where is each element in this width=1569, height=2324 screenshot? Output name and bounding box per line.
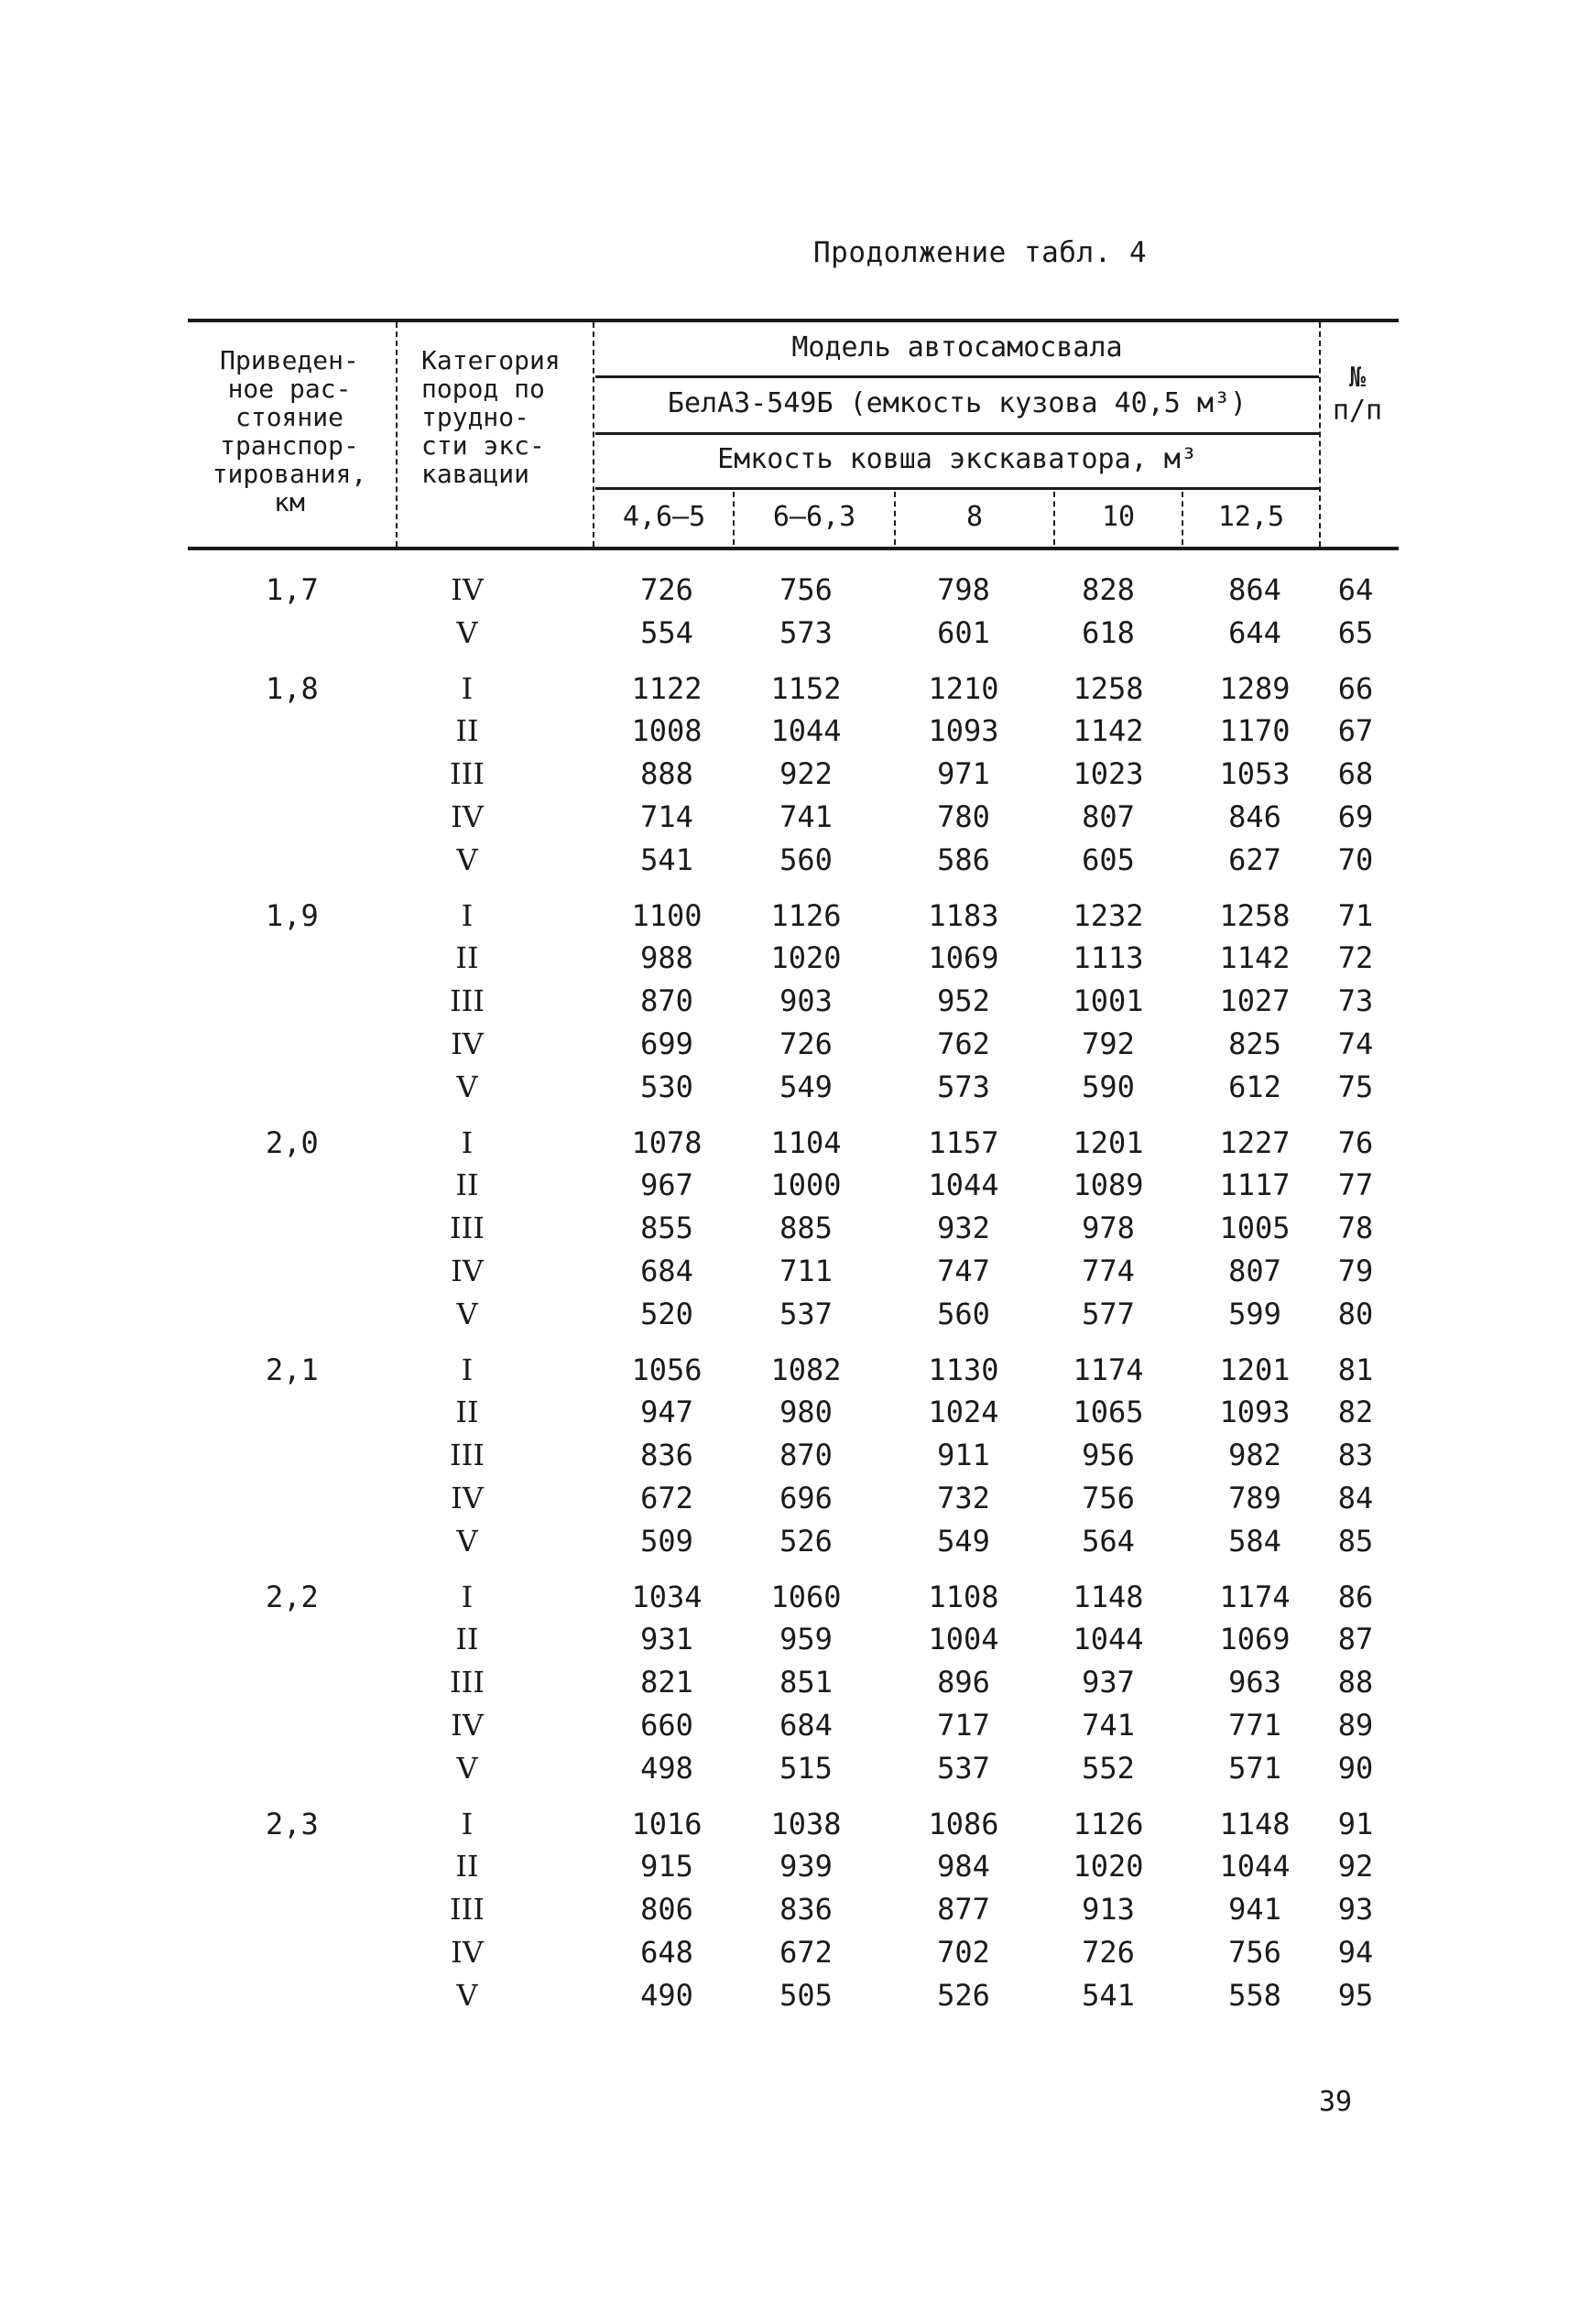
category-cell: V [456, 1069, 478, 1104]
value-cell: 922 [779, 756, 833, 792]
value-cell: 696 [779, 1481, 833, 1515]
header-divider-1 [396, 322, 398, 547]
value-cell: 714 [640, 799, 693, 834]
value-cell: 982 [1228, 1438, 1281, 1473]
category-cell: III [450, 756, 485, 792]
page-number: 39 [1319, 2086, 1353, 2118]
row-number-cell: 82 [1337, 1395, 1374, 1430]
value-cell: 1027 [1219, 983, 1291, 1019]
value-cell: 726 [1082, 1935, 1135, 1970]
row-number-cell: 78 [1337, 1211, 1374, 1246]
row-number-cell: 80 [1337, 1296, 1374, 1331]
value-cell: 851 [779, 1665, 833, 1700]
value-cell: 702 [937, 1935, 990, 1970]
value-cell: 672 [640, 1481, 693, 1515]
category-cell: I [461, 1352, 474, 1387]
category-cell: II [455, 1849, 479, 1884]
row-number-cell: 94 [1337, 1935, 1374, 1970]
value-cell: 1142 [1073, 713, 1144, 749]
distance-cell: 2,0 [266, 1124, 319, 1160]
table-row [0, 572, 1569, 614]
category-cell: I [461, 1806, 474, 1841]
value-cell: 660 [640, 1708, 693, 1743]
table-row [0, 671, 1569, 713]
table-row [0, 1125, 1569, 1167]
value-cell: 564 [1082, 1523, 1135, 1558]
value-cell: 1020 [770, 940, 842, 976]
value-cell: 505 [779, 1977, 833, 2013]
value-cell: 963 [1228, 1665, 1281, 1700]
value-cell: 828 [1082, 572, 1135, 607]
value-cell: 1005 [1219, 1211, 1291, 1246]
value-cell: 573 [779, 614, 833, 650]
value-cell: 1034 [631, 1579, 703, 1614]
header-bucket-size-3: 8 [965, 501, 984, 533]
table-row [0, 1297, 1569, 1339]
distance-cell: 2,2 [266, 1579, 319, 1614]
value-cell: 541 [640, 842, 693, 877]
table-row [0, 1622, 1569, 1664]
value-cell: 864 [1228, 572, 1281, 607]
value-cell: 1117 [1219, 1167, 1291, 1203]
row-number-cell: 91 [1337, 1806, 1374, 1841]
value-cell: 1130 [928, 1352, 999, 1387]
category-cell: IV [451, 1935, 484, 1970]
category-cell: I [461, 897, 474, 933]
value-cell: 526 [779, 1523, 833, 1558]
value-cell: 877 [937, 1892, 990, 1928]
category-cell: III [450, 983, 485, 1019]
value-cell: 1289 [1219, 670, 1291, 706]
category-cell: IV [451, 799, 484, 834]
value-cell: 792 [1082, 1026, 1135, 1061]
value-cell: 870 [640, 983, 693, 1019]
value-cell: 1053 [1219, 756, 1291, 792]
value-cell: 509 [640, 1523, 693, 1558]
value-cell: 618 [1082, 614, 1135, 650]
table-row [0, 1580, 1569, 1622]
value-cell: 515 [779, 1750, 833, 1786]
header-model-label: Модель автосамосвала [791, 331, 1123, 364]
header-bucket-label: Емкость ковша экскаватора, м³ [717, 443, 1197, 475]
row-number-cell: 66 [1337, 670, 1374, 706]
value-cell: 903 [779, 983, 833, 1019]
value-cell: 1065 [1073, 1395, 1144, 1430]
row-number-cell: 70 [1337, 842, 1374, 877]
value-cell: 932 [937, 1211, 990, 1246]
value-cell: 1126 [1073, 1806, 1144, 1841]
value-cell: 526 [937, 1977, 990, 2013]
distance-cell: 1,7 [266, 572, 319, 607]
value-cell: 560 [937, 1296, 990, 1331]
value-cell: 756 [1082, 1481, 1135, 1515]
value-cell: 747 [937, 1254, 990, 1288]
value-cell: 1183 [928, 897, 999, 933]
header-category-label: Категория пород по трудно- сти экс- кавации [421, 345, 561, 489]
value-cell: 952 [937, 983, 990, 1019]
value-cell: 967 [640, 1167, 693, 1203]
value-cell: 971 [937, 756, 990, 792]
value-cell: 1232 [1073, 897, 1144, 933]
value-cell: 1210 [928, 670, 999, 706]
value-cell: 1258 [1073, 670, 1144, 706]
category-cell: IV [451, 1708, 484, 1743]
value-cell: 1093 [928, 713, 999, 749]
table-row [0, 1935, 1569, 1977]
value-cell: 549 [779, 1069, 833, 1104]
value-cell: 1201 [1219, 1352, 1291, 1387]
value-cell: 601 [937, 614, 990, 650]
row-number-cell: 69 [1337, 799, 1374, 834]
value-cell: 1082 [770, 1352, 842, 1387]
distance-cell: 2,1 [266, 1352, 319, 1387]
row-number-cell: 68 [1337, 756, 1374, 792]
table-row [0, 1481, 1569, 1523]
value-cell: 931 [640, 1622, 693, 1657]
category-cell: III [450, 1211, 485, 1246]
table-row [0, 898, 1569, 940]
value-cell: 855 [640, 1211, 693, 1246]
value-cell: 1044 [1219, 1849, 1291, 1884]
value-cell: 571 [1228, 1750, 1281, 1786]
table-row [0, 1807, 1569, 1849]
row-number-cell: 92 [1337, 1849, 1374, 1884]
value-cell: 1113 [1073, 940, 1144, 976]
row-number-cell: 75 [1337, 1069, 1374, 1104]
table-row [0, 1395, 1569, 1437]
value-cell: 1126 [770, 897, 842, 933]
row-number-cell: 72 [1337, 940, 1374, 976]
category-cell: V [456, 1296, 478, 1331]
header-bucket-size-5: 12,5 [1217, 501, 1285, 533]
category-cell: IV [451, 1254, 484, 1288]
table-top-rule [188, 319, 1399, 322]
table-row [0, 1524, 1569, 1566]
value-cell: 756 [779, 572, 833, 607]
table-row [0, 1978, 1569, 2020]
category-cell: II [455, 713, 479, 749]
value-cell: 537 [779, 1296, 833, 1331]
table-row [0, 713, 1569, 755]
header-number-label: № п/п [1332, 362, 1383, 427]
value-cell: 1016 [631, 1806, 703, 1841]
value-cell: 1024 [928, 1395, 999, 1430]
row-number-cell: 83 [1337, 1438, 1374, 1473]
value-cell: 1044 [1073, 1622, 1144, 1657]
category-cell: II [455, 1395, 479, 1430]
value-cell: 1122 [631, 670, 703, 706]
value-cell: 911 [937, 1438, 990, 1473]
value-cell: 1093 [1219, 1395, 1291, 1430]
category-cell: I [461, 1579, 474, 1614]
value-cell: 780 [937, 799, 990, 834]
category-cell: V [456, 1523, 478, 1558]
value-cell: 937 [1082, 1665, 1135, 1700]
value-cell: 711 [779, 1254, 833, 1288]
row-number-cell: 93 [1337, 1892, 1374, 1928]
value-cell: 807 [1228, 1254, 1281, 1288]
row-number-cell: 95 [1337, 1977, 1374, 2013]
value-cell: 599 [1228, 1296, 1281, 1331]
row-number-cell: 85 [1337, 1523, 1374, 1558]
category-cell: V [456, 1977, 478, 2013]
value-cell: 627 [1228, 842, 1281, 877]
row-number-cell: 64 [1337, 572, 1374, 607]
table-row [0, 799, 1569, 842]
value-cell: 1056 [631, 1352, 703, 1387]
distance-cell: 2,3 [266, 1806, 319, 1841]
row-number-cell: 73 [1337, 983, 1374, 1019]
value-cell: 554 [640, 614, 693, 650]
header-truck-label: БелАЗ-549Б (емкость кузова 40,5 м³) [667, 387, 1248, 419]
table-row [0, 1254, 1569, 1296]
value-cell: 988 [640, 940, 693, 976]
value-cell: 552 [1082, 1750, 1135, 1786]
value-cell: 577 [1082, 1296, 1135, 1331]
row-number-cell: 87 [1337, 1622, 1374, 1657]
value-cell: 1108 [928, 1579, 999, 1614]
value-cell: 913 [1082, 1892, 1135, 1928]
value-cell: 573 [937, 1069, 990, 1104]
value-cell: 741 [779, 799, 833, 834]
value-cell: 756 [1228, 1935, 1281, 1970]
distance-cell: 1,9 [266, 897, 319, 933]
value-cell: 978 [1082, 1211, 1135, 1246]
value-cell: 1038 [770, 1806, 842, 1841]
category-cell: III [450, 1438, 485, 1473]
row-number-cell: 74 [1337, 1026, 1374, 1061]
value-cell: 1227 [1219, 1124, 1291, 1160]
value-cell: 560 [779, 842, 833, 877]
category-cell: II [455, 1167, 479, 1203]
table-row [0, 1026, 1569, 1069]
value-cell: 584 [1228, 1523, 1281, 1558]
table-row [0, 1070, 1569, 1112]
table-row [0, 940, 1569, 983]
value-cell: 896 [937, 1665, 990, 1700]
header-bucket-size-4: 10 [1101, 501, 1136, 533]
value-cell: 1201 [1073, 1124, 1144, 1160]
table-row [0, 1708, 1569, 1750]
value-cell: 530 [640, 1069, 693, 1104]
category-cell: IV [451, 572, 484, 607]
value-cell: 846 [1228, 799, 1281, 834]
value-cell: 939 [779, 1849, 833, 1884]
value-cell: 798 [937, 572, 990, 607]
table-caption: Продолжение табл. 4 [813, 236, 1148, 269]
value-cell: 1000 [770, 1167, 842, 1203]
value-cell: 1044 [928, 1167, 999, 1203]
value-cell: 684 [640, 1254, 693, 1288]
value-cell: 1148 [1219, 1806, 1291, 1841]
value-cell: 558 [1228, 1977, 1281, 2013]
value-cell: 1142 [1219, 940, 1291, 976]
value-cell: 956 [1082, 1438, 1135, 1473]
distance-cell: 1,8 [266, 670, 319, 706]
value-cell: 549 [937, 1523, 990, 1558]
category-cell: I [461, 670, 474, 706]
header-bottom-rule [188, 547, 1399, 550]
value-cell: 1258 [1219, 897, 1291, 933]
value-cell: 1023 [1073, 756, 1144, 792]
value-cell: 490 [640, 1977, 693, 2013]
category-cell: II [455, 1622, 479, 1657]
category-cell: IV [451, 1026, 484, 1061]
table-row [0, 1892, 1569, 1934]
value-cell: 1148 [1073, 1579, 1144, 1614]
category-cell: II [455, 940, 479, 976]
value-cell: 586 [937, 842, 990, 877]
row-number-cell: 88 [1337, 1665, 1374, 1700]
category-cell: V [456, 1750, 478, 1786]
value-cell: 941 [1228, 1892, 1281, 1928]
value-cell: 1004 [928, 1622, 999, 1657]
value-cell: 1008 [631, 713, 703, 749]
value-cell: 1100 [631, 897, 703, 933]
value-cell: 726 [640, 572, 693, 607]
row-number-cell: 81 [1337, 1352, 1374, 1387]
value-cell: 885 [779, 1211, 833, 1246]
value-cell: 1020 [1073, 1849, 1144, 1884]
value-cell: 684 [779, 1708, 833, 1743]
value-cell: 774 [1082, 1254, 1135, 1288]
value-cell: 771 [1228, 1708, 1281, 1743]
value-cell: 590 [1082, 1069, 1135, 1104]
value-cell: 541 [1082, 1977, 1135, 2013]
value-cell: 717 [937, 1708, 990, 1743]
row-number-cell: 67 [1337, 713, 1374, 749]
value-cell: 1078 [631, 1124, 703, 1160]
value-cell: 1069 [1219, 1622, 1291, 1657]
row-number-cell: 71 [1337, 897, 1374, 933]
value-cell: 1060 [770, 1579, 842, 1614]
row-number-cell: 86 [1337, 1579, 1374, 1614]
table-row [0, 1211, 1569, 1253]
category-cell: V [456, 614, 478, 650]
row-number-cell: 79 [1337, 1254, 1374, 1288]
value-cell: 1170 [1219, 713, 1291, 749]
value-cell: 870 [779, 1438, 833, 1473]
table-row [0, 1352, 1569, 1395]
value-cell: 1104 [770, 1124, 842, 1160]
table-row [0, 1751, 1569, 1793]
table-row [0, 1438, 1569, 1480]
table-row [0, 756, 1569, 798]
row-number-cell: 90 [1337, 1750, 1374, 1786]
table-row [0, 1849, 1569, 1891]
value-cell: 825 [1228, 1026, 1281, 1061]
value-cell: 1174 [1219, 1579, 1291, 1614]
value-cell: 806 [640, 1892, 693, 1928]
value-cell: 980 [779, 1395, 833, 1430]
value-cell: 644 [1228, 614, 1281, 650]
value-cell: 762 [937, 1026, 990, 1061]
row-number-cell: 77 [1337, 1167, 1374, 1203]
header-truck-rule [595, 432, 1319, 435]
value-cell: 947 [640, 1395, 693, 1430]
value-cell: 1157 [928, 1124, 999, 1160]
value-cell: 807 [1082, 799, 1135, 834]
header-model-rule [595, 375, 1319, 378]
value-cell: 699 [640, 1026, 693, 1061]
table-row [0, 1665, 1569, 1707]
value-cell: 1089 [1073, 1167, 1144, 1203]
value-cell: 1069 [928, 940, 999, 976]
value-cell: 959 [779, 1622, 833, 1657]
table-row [0, 842, 1569, 885]
value-cell: 1152 [770, 670, 842, 706]
value-cell: 915 [640, 1849, 693, 1884]
category-cell: V [456, 842, 478, 877]
value-cell: 1174 [1073, 1352, 1144, 1387]
value-cell: 836 [640, 1438, 693, 1473]
table-row [0, 1167, 1569, 1210]
value-cell: 741 [1082, 1708, 1135, 1743]
row-number-cell: 65 [1337, 614, 1374, 650]
row-number-cell: 76 [1337, 1124, 1374, 1160]
value-cell: 1044 [770, 713, 842, 749]
value-cell: 498 [640, 1750, 693, 1786]
value-cell: 648 [640, 1935, 693, 1970]
category-cell: I [461, 1124, 474, 1160]
value-cell: 726 [779, 1026, 833, 1061]
value-cell: 732 [937, 1481, 990, 1515]
value-cell: 836 [779, 1892, 833, 1928]
category-cell: IV [451, 1481, 484, 1515]
value-cell: 605 [1082, 842, 1135, 877]
header-bucket-rule [595, 487, 1319, 490]
header-bucket-size-1: 4,6–5 [622, 501, 706, 533]
value-cell: 1086 [928, 1806, 999, 1841]
header-distance-label: Приведен- ное рас- стояние транспор- тирования, км [212, 345, 367, 517]
row-number-cell: 89 [1337, 1708, 1374, 1743]
value-cell: 537 [937, 1750, 990, 1786]
header-bucket-size-2: 6–6,3 [772, 501, 856, 533]
value-cell: 1001 [1073, 983, 1144, 1019]
value-cell: 612 [1228, 1069, 1281, 1104]
row-number-cell: 84 [1337, 1481, 1374, 1515]
value-cell: 984 [937, 1849, 990, 1884]
value-cell: 888 [640, 756, 693, 792]
table-row [0, 983, 1569, 1026]
header-divider-3 [1319, 322, 1321, 547]
value-cell: 520 [640, 1296, 693, 1331]
category-cell: III [450, 1665, 485, 1700]
table-row [0, 615, 1569, 657]
category-cell: III [450, 1892, 485, 1928]
value-cell: 672 [779, 1935, 833, 1970]
value-cell: 789 [1228, 1481, 1281, 1515]
value-cell: 821 [640, 1665, 693, 1700]
